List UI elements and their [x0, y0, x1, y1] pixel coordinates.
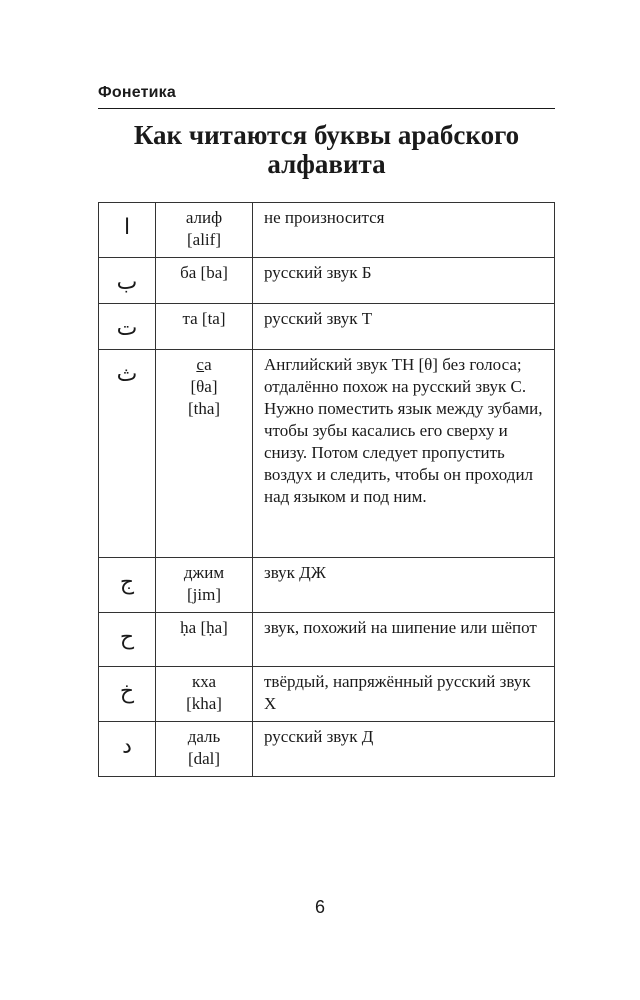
section-label: Фонетика	[98, 84, 176, 101]
letter-transliteration: [jim]	[187, 585, 221, 604]
letter-name-rest: а	[204, 355, 212, 374]
letter-name-cell	[156, 203, 253, 258]
table-row	[99, 350, 555, 558]
letter-name: та [ta]	[182, 309, 226, 328]
pronunciation-cell	[253, 350, 555, 558]
table-row	[99, 722, 555, 777]
arabic-letter-cell	[99, 350, 156, 558]
arabic-letter-cell	[99, 258, 156, 304]
table-row	[99, 203, 555, 258]
letter-name: даль	[187, 727, 221, 746]
letter-name	[196, 355, 211, 374]
table-row	[99, 258, 555, 304]
letter-name-underlined: с	[196, 355, 205, 374]
letter-ipa: [θa]	[190, 377, 218, 396]
letter-name: ḥа [ḥa]	[180, 618, 228, 637]
table-row	[99, 667, 555, 722]
page-title-line-1: Как читаются буквы арабского	[133, 120, 520, 150]
letter-name-cell	[156, 258, 253, 304]
letter-transliteration: [alif]	[187, 230, 221, 249]
page-number: 6	[314, 897, 325, 917]
arabic-letter: ج	[119, 570, 135, 595]
arabic-letter: ث	[116, 362, 138, 387]
pronunciation-text: звук ДЖ	[264, 563, 326, 582]
pronunciation-text: твёрдый, напряжённый русский звук Х	[264, 672, 531, 713]
pronunciation-text: Английский звук TH [θ] без голоса; отдалённо похож на русский звук С. Нужно поместить язык между зубами, чтобы зубы касались его сверху и снизу. Потом следует пропустить воздух и следить, чтобы он проходил над языком и под ним.	[264, 355, 543, 506]
table-row	[99, 558, 555, 613]
arabic-letter: ا	[123, 215, 131, 240]
pronunciation-text: не произносится	[264, 208, 385, 227]
arabic-letter: د	[122, 734, 132, 759]
arabic-letter-cell	[99, 667, 156, 722]
arabic-letter: ت	[116, 316, 138, 341]
pronunciation-cell	[253, 667, 555, 722]
page-title-line-2: алфавита	[267, 149, 386, 179]
arabic-letter: ب	[116, 270, 138, 295]
pronunciation-text: звук, похожий на шипение или шёпот	[264, 618, 537, 637]
letter-name: кха	[191, 672, 217, 691]
letter-name: алиф	[185, 208, 223, 227]
pronunciation-cell	[253, 203, 555, 258]
letter-name-cell	[156, 613, 253, 667]
letter-name-cell	[156, 350, 253, 558]
table-row	[99, 304, 555, 350]
letter-name: ба [ba]	[180, 263, 228, 282]
header-rule	[98, 108, 555, 109]
pronunciation-cell	[253, 722, 555, 777]
arabic-letter: ح	[119, 625, 135, 650]
letter-transliteration: [tha]	[187, 399, 221, 418]
table-row	[99, 613, 555, 667]
pronunciation-cell	[253, 558, 555, 613]
arabic-letter-cell	[99, 722, 156, 777]
arabic-letter: خ	[119, 679, 135, 704]
letter-name: джим	[183, 563, 225, 582]
arabic-letter-cell	[99, 613, 156, 667]
pronunciation-text: русский звук Б	[264, 263, 372, 282]
letter-name-cell	[156, 667, 253, 722]
alphabet-table	[98, 202, 555, 777]
arabic-letter-cell	[99, 203, 156, 258]
pronunciation-cell	[253, 304, 555, 350]
letter-transliteration: [dal]	[187, 749, 221, 768]
letter-name-cell	[156, 722, 253, 777]
pronunciation-text: русский звук Д	[264, 727, 374, 746]
letter-transliteration: [kha]	[186, 694, 222, 713]
pronunciation-cell	[253, 613, 555, 667]
page-title	[98, 121, 555, 179]
pronunciation-text: русский звук Т	[264, 309, 373, 328]
letter-name-cell	[156, 558, 253, 613]
pronunciation-cell	[253, 258, 555, 304]
letter-name-cell	[156, 304, 253, 350]
arabic-letter-cell	[99, 304, 156, 350]
arabic-letter-cell	[99, 558, 156, 613]
